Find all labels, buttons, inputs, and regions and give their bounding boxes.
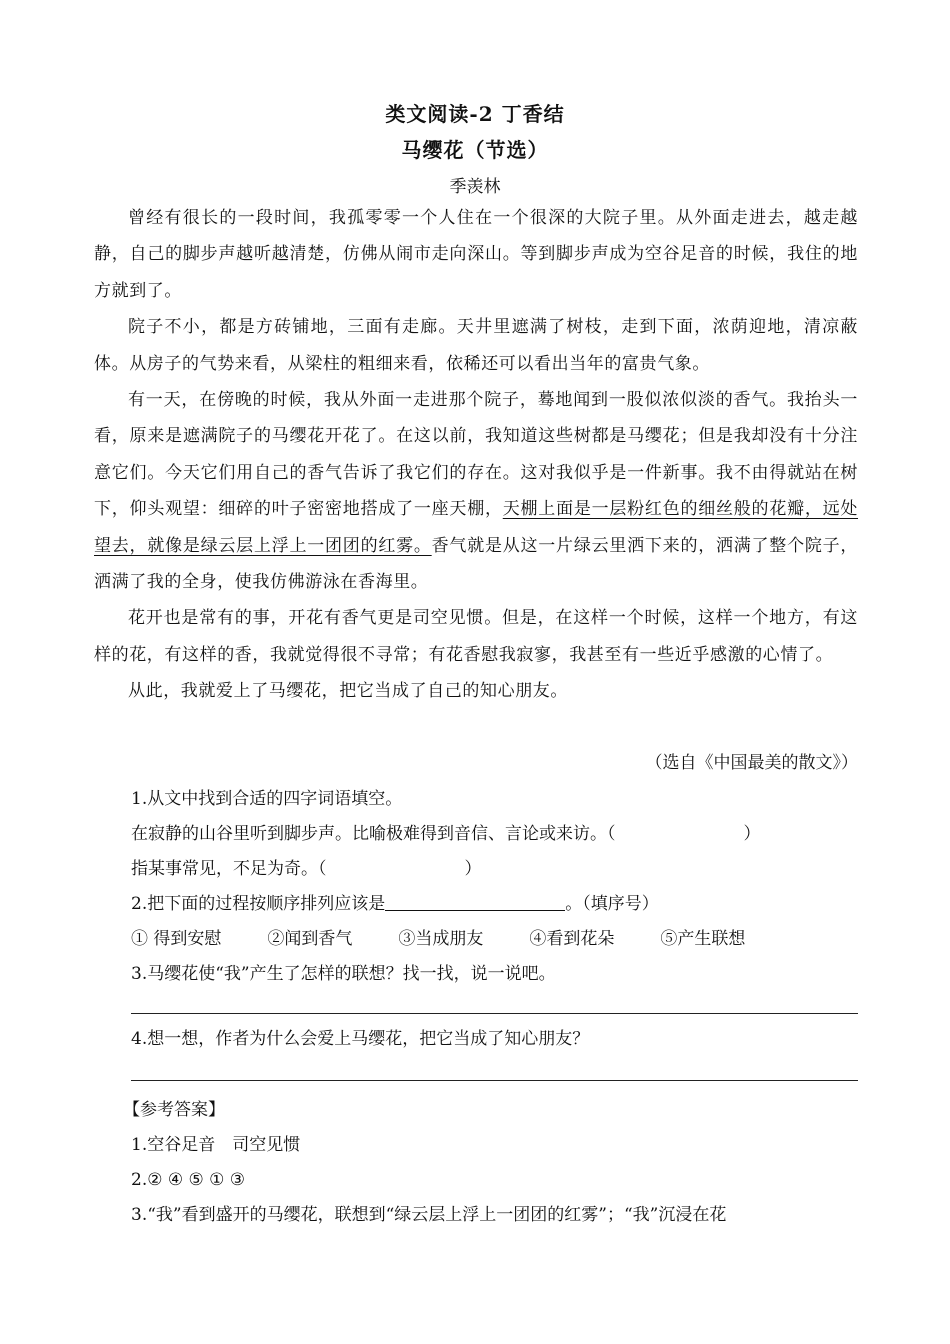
question-1b-close: ） [464, 859, 482, 879]
paragraph-3-start: 有一天，在傍晚的时候，我从外面一走进那个院子，蓦地闻到一股似浓似淡的香气。我抬头一看，原来是遮满院子的马缨花开花了。在这以前，我知道这些树都是马缨花；但是我却没有十分注意它们。今天它们用自己的香气告诉了我它们的存在。这对我似乎是一件新事。我不由得就站在树下，仰头观望：细碎的叶子密密地搭成了一座天棚， [94, 390, 858, 520]
page-title: 类文阅读-2 丁香结 [385, 102, 565, 126]
option-3: ③当成朋友 [398, 929, 484, 949]
paragraph-3 [94, 382, 858, 600]
option-2: ②闻到香气 [267, 929, 353, 949]
answer-3: 3.“我”看到盛开的马缨花，联想到“绿云层上浮上一团团的红雾”；“我”沉浸在花 [131, 1205, 727, 1225]
question-1b-text: 指某事常见，不足为奇。（ [131, 859, 327, 879]
article-body [94, 200, 858, 710]
option-5: ⑤产生联想 [660, 929, 746, 949]
question-2-options [131, 922, 858, 957]
option-4: ④看到花朵 [529, 929, 615, 949]
question-3: 3.马缨花使“我”产生了怎样的联想？找一找，说一说吧。 [131, 964, 556, 984]
paragraph-5: 从此，我就爱上了马缨花，把它当成了自己的知心朋友。 [128, 681, 568, 702]
question-2-text: 2.把下面的过程按顺序排列应该是 [131, 894, 386, 914]
article-author: 季羡林 [449, 177, 501, 197]
paragraph-1: 曾经有很长的一段时间，我孤零零一个人住在一个很深的大院子里。从外面走进去，越走越静，自己的脚步声越听越清楚，仿佛从闹市走向深山。等到脚步声成为空谷足音的时候，我住的地方就到了。 [94, 208, 858, 301]
questions-section [131, 782, 858, 992]
question-1a-close: ） [743, 824, 761, 844]
answer-2: 2.② ④ ⑤ ① ③ [131, 1170, 246, 1190]
question-2 [131, 887, 858, 922]
question-1: 1.从文中找到合适的四字词语填空。 [131, 789, 403, 809]
paragraph-3-end: 香气就是从这一片绿云里洒下来的，洒满了整个院子，洒满了我的全身，使我仿佛游泳在香海里。 [94, 535, 858, 593]
question-1a [131, 817, 858, 852]
article-title: 马缨花（节选） [401, 138, 549, 162]
question-1a-text: 在寂静的山谷里听到脚步声。比喻极难得到音信、言论或来访。（ [131, 824, 616, 844]
option-1: ① 得到安慰 [131, 929, 222, 949]
paragraph-4: 花开也是常有的事，开花有香气更是司空见惯。但是，在这样一个时候，这样一个地方，有这样的花，有这样的香，我就觉得很不寻常；有花香慰我寂寥，我甚至有一些近乎感激的心情了。 [94, 608, 858, 665]
article-source: （选自《中国最美的散文》） [645, 753, 858, 773]
paragraph-2: 院子不小，都是方砖铺地，三面有走廊。天井里遮满了树枝，走到下面，浓荫迎地，清凉蔽体。从房子的气势来看，从梁柱的粗细来看，依稀还可以看出当年的富贵气象。 [94, 317, 858, 374]
answer-1: 1.空谷足音 司空见惯 [131, 1135, 301, 1155]
answer-line-4[interactable] [131, 1080, 858, 1081]
answer-line-3[interactable] [131, 1013, 858, 1014]
answers-section [123, 1093, 858, 1233]
question-4: 4.想一想，作者为什么会爱上马缨花，把它当成了知心朋友？ [131, 1029, 590, 1049]
underlined-sentence: 天棚上面是一层粉红色的细丝般的花瓣，远处望去，就像是绿云层上浮上一团团的红雾。 [94, 499, 859, 556]
question-2-note: 。（填序号） [565, 894, 659, 914]
question-1b [131, 852, 858, 887]
answers-heading: 【参考答案】 [123, 1100, 225, 1120]
answer-blank-2[interactable] [385, 892, 565, 911]
